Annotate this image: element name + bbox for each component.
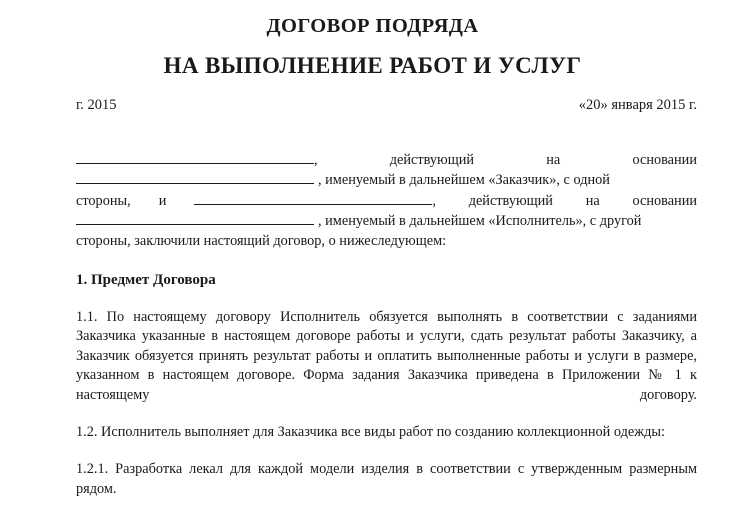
parties-line-3-text-2: на bbox=[585, 192, 600, 209]
clause-1-2-1: 1.2.1. Разработка лекал для каждой модели изделия в соответствии с утвержденным размерным рядом. bbox=[76, 461, 697, 497]
place-label: г. 2015 bbox=[76, 97, 117, 113]
parties-line-1-word-2: на bbox=[546, 152, 561, 168]
parties-line-3 bbox=[76, 191, 697, 211]
party-blank-2[interactable] bbox=[76, 170, 314, 184]
document-title-block bbox=[0, 14, 745, 79]
parties-line-1 bbox=[76, 150, 697, 170]
document-title-line-1: ДОГОВОР ПОДРЯДА bbox=[266, 15, 479, 37]
parties-line-3-word-2: и bbox=[158, 192, 167, 209]
parties-line-5 bbox=[76, 232, 697, 251]
document-title-line-2: НА ВЫПОЛНЕНИЕ РАБОТ И УСЛУГ bbox=[163, 53, 582, 78]
party-blank-1[interactable] bbox=[76, 150, 314, 164]
parties-line-4-text: , именуемый в дальнейшем «Исполнитель», с другой bbox=[318, 213, 642, 230]
party-blank-4[interactable] bbox=[76, 211, 314, 225]
party-blank-3[interactable] bbox=[194, 191, 432, 205]
date-label: «20» января 2015 г. bbox=[578, 97, 697, 113]
parties-block bbox=[76, 150, 697, 251]
parties-line-4 bbox=[76, 211, 697, 231]
parties-line-2 bbox=[76, 170, 697, 190]
parties-line-1-word-1: действующий bbox=[389, 152, 475, 168]
document-body bbox=[76, 150, 697, 499]
clause-1-2: 1.2. Исполнитель выполняет для Заказчика все виды работ по созданию коллекционной одежды: bbox=[76, 424, 665, 441]
parties-line-2-text: , именуемый в дальнейшем «Заказчик», с одной bbox=[318, 172, 610, 189]
parties-line-1-word-3: основании bbox=[632, 152, 697, 168]
parties-line-1-comma: , bbox=[314, 152, 318, 168]
parties-line-3-word-1: стороны, bbox=[76, 192, 131, 209]
parties-line-3-comma: , bbox=[432, 192, 436, 209]
place-and-date-row bbox=[76, 96, 697, 115]
section-1-heading: 1. Предмет Договора bbox=[76, 272, 216, 289]
parties-line-3-text-1: действующий bbox=[468, 192, 553, 209]
parties-line-5-text: стороны, заключили настоящий договор, о нижеследующем: bbox=[76, 232, 447, 249]
clause-1-1: 1.1. По настоящему договору Исполнитель обязуется выполнять в соответствии с заданиями Заказчика указанные в настоящем договоре работы и услуги, сдать результат работы Заказчику, а Заказчик обязуется принять результат работы и оплатить выполненные работы и услуги в размере, указанном в настоящем договоре. Форма задания Заказчика приведена в Приложении № 1 к настоящему договору. bbox=[76, 309, 697, 403]
parties-line-3-text-3: основании bbox=[632, 192, 698, 209]
